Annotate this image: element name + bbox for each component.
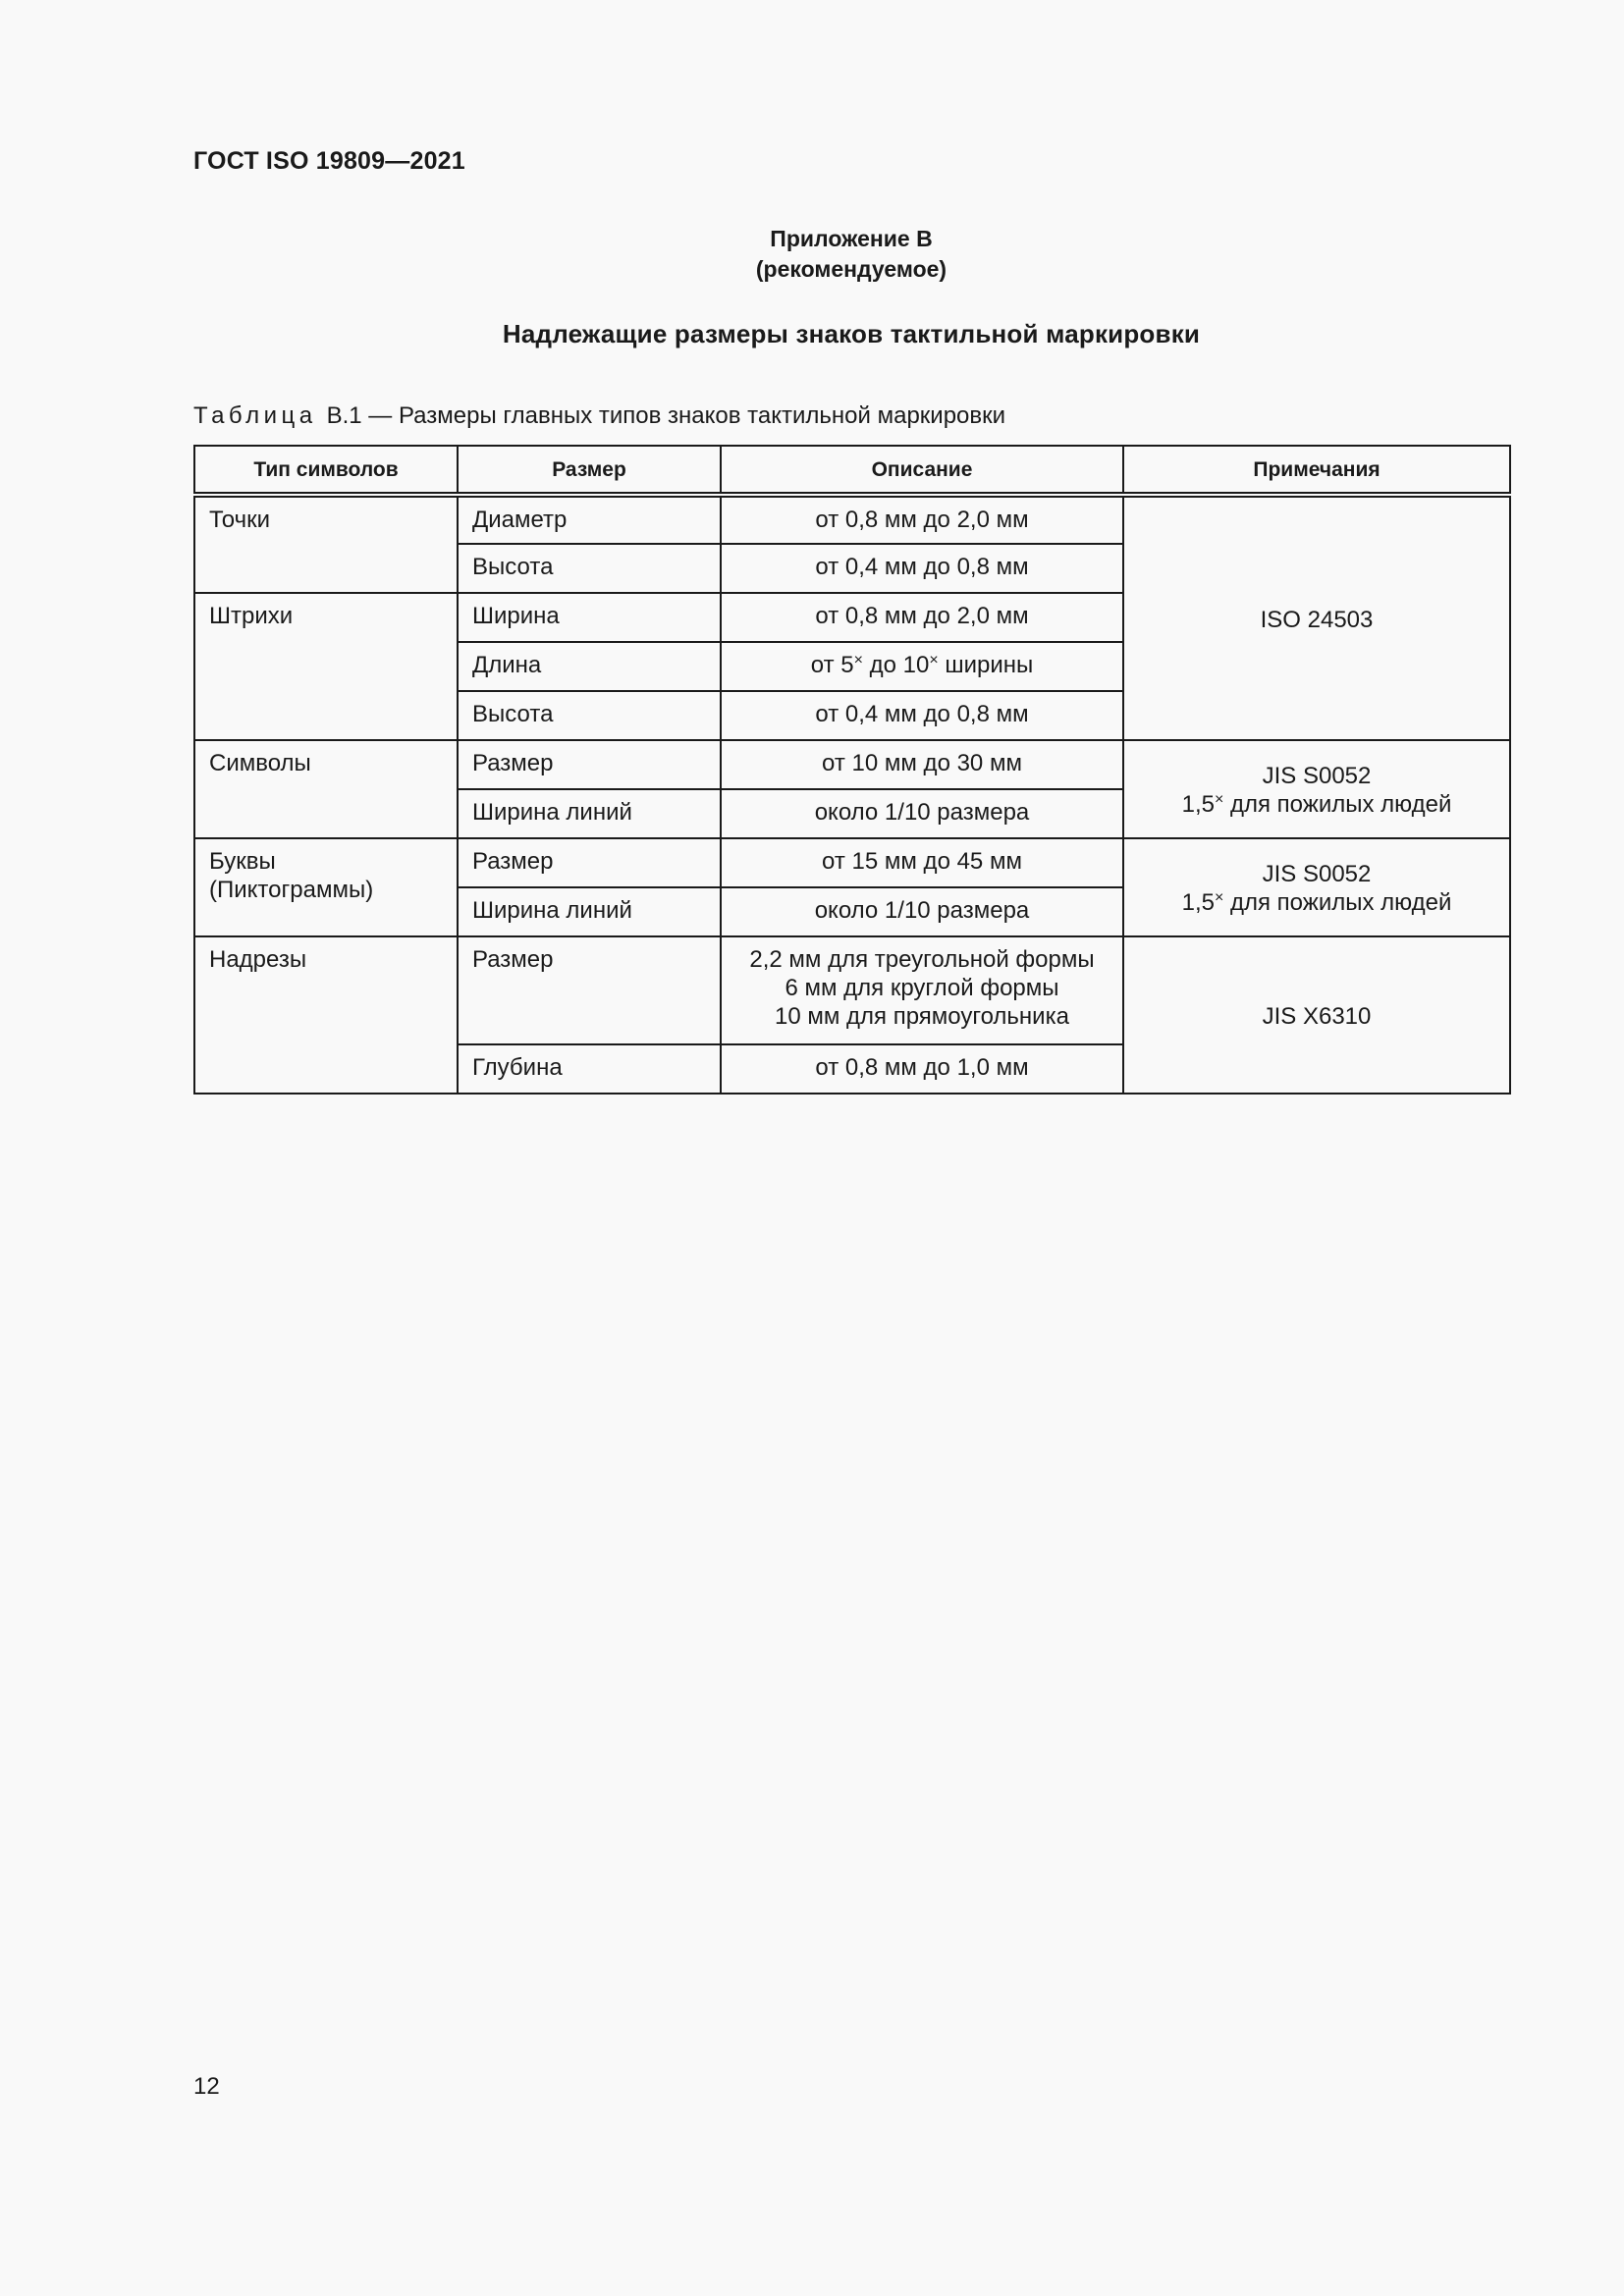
cell-size: Длина: [458, 642, 721, 691]
cell-description: от 10 мм до 30 мм: [721, 740, 1123, 789]
table-row: [194, 936, 1510, 1044]
cell-size: Глубина: [458, 1044, 721, 1094]
cell-type: Штрихи: [194, 593, 458, 740]
cell-size: Размер: [458, 740, 721, 789]
description-part: ширины: [938, 652, 1034, 678]
cell-size: Высота: [458, 691, 721, 740]
cell-description: около 1/10 размера: [721, 887, 1123, 936]
annex-title: Приложение В: [770, 226, 933, 251]
cell-size: Размер: [458, 936, 721, 1044]
multiplier-sup: ×: [1215, 889, 1224, 906]
column-header-description: Описание: [721, 446, 1123, 495]
cell-type: Точки: [194, 495, 458, 593]
cell-note: ISO 24503: [1123, 495, 1510, 740]
note-part: для пожилых людей: [1223, 791, 1452, 818]
table-header-row: [194, 446, 1510, 495]
cell-size: Ширина: [458, 593, 721, 642]
note-line: [1138, 790, 1495, 819]
cell-description: от 0,8 мм до 2,0 мм: [721, 593, 1123, 642]
description-line: 6 мм для круглой формы: [785, 975, 1059, 1001]
multiplier-sup: ×: [1215, 791, 1224, 808]
cell-note: [1123, 838, 1510, 936]
description-part: от 5: [810, 652, 854, 678]
cell-description: около 1/10 размера: [721, 789, 1123, 838]
cell-note: JIS X6310: [1123, 936, 1510, 1094]
cell-description: от 0,8 мм до 1,0 мм: [721, 1044, 1123, 1094]
page-number: 12: [193, 2073, 220, 2100]
note-line: JIS S0052: [1262, 861, 1372, 887]
tactile-sizes-table: [193, 445, 1511, 1095]
type-line: Буквы: [209, 848, 276, 875]
cell-description: [721, 936, 1123, 1044]
cell-description: [721, 642, 1123, 691]
cell-description: от 15 мм до 45 мм: [721, 838, 1123, 887]
cell-description: от 0,4 мм до 0,8 мм: [721, 691, 1123, 740]
table-row: [194, 495, 1510, 544]
cell-size: Размер: [458, 838, 721, 887]
column-header-size: Размер: [458, 446, 721, 495]
cell-type: Надрезы: [194, 936, 458, 1094]
cell-type: Символы: [194, 740, 458, 838]
cell-size: Ширина линий: [458, 887, 721, 936]
cell-size: Ширина линий: [458, 789, 721, 838]
note-line: [1138, 888, 1495, 917]
cell-size: Диаметр: [458, 495, 721, 544]
table-row: [194, 838, 1510, 887]
note-line: JIS S0052: [1262, 763, 1372, 789]
multiplier-sup: ×: [929, 652, 939, 668]
table-caption: [193, 402, 1005, 430]
annex-status: (рекомендуемое): [755, 256, 947, 282]
type-line: (Пиктограммы): [209, 877, 374, 903]
column-header-type: Тип символов: [194, 446, 458, 495]
table-row: [194, 740, 1510, 789]
document-header: ГОСТ ISO 19809—2021: [193, 147, 465, 175]
description-line: 10 мм для прямоугольника: [775, 1003, 1069, 1030]
cell-description: от 0,8 мм до 2,0 мм: [721, 495, 1123, 544]
note-part: для пожилых людей: [1223, 889, 1452, 916]
cell-type: [194, 838, 458, 936]
table-caption-prefix: Таблица: [193, 402, 317, 429]
column-header-notes: Примечания: [1123, 446, 1510, 495]
cell-note: [1123, 740, 1510, 838]
note-part: 1,5: [1181, 889, 1215, 916]
cell-size: Высота: [458, 544, 721, 593]
table-caption-text: В.1 — Размеры главных типов знаков тактильной маркировки: [326, 402, 1006, 429]
multiplier-sup: ×: [853, 652, 863, 668]
cell-description: от 0,4 мм до 0,8 мм: [721, 544, 1123, 593]
section-title: Надлежащие размеры знаков тактильной маркировки: [502, 319, 1201, 348]
description-line: 2,2 мм для треугольной формы: [749, 946, 1095, 973]
description-part: до 10: [862, 652, 930, 678]
note-part: 1,5: [1181, 791, 1215, 818]
